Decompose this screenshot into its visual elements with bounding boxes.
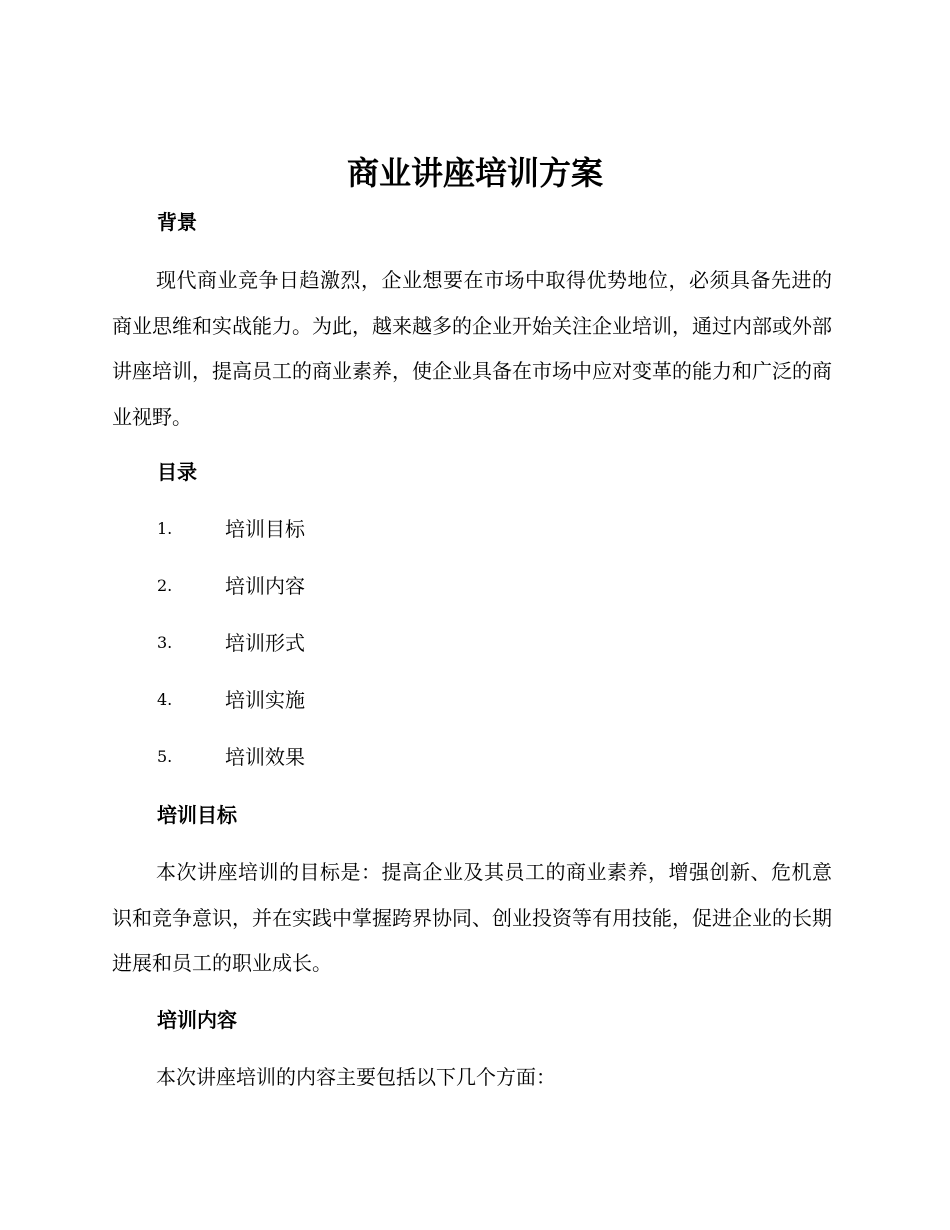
- toc-item-label: 培训效果: [225, 745, 305, 769]
- toc-item-label: 培训内容: [225, 574, 305, 598]
- toc-item-number: 1.: [157, 519, 173, 538]
- toc-item-number: 3.: [157, 633, 173, 652]
- toc-item-label: 培训目标: [225, 517, 305, 541]
- toc-item-number: 5.: [157, 747, 173, 766]
- section-heading-background: 背景: [157, 210, 197, 234]
- toc-item-label: 培训形式: [225, 631, 305, 655]
- content-paragraph: 本次讲座培训的内容主要包括以下几个方面：: [156, 1065, 556, 1089]
- toc-item-label: 培训实施: [225, 688, 305, 712]
- toc-item-number: 4.: [157, 690, 173, 709]
- section-heading-toc: 目录: [157, 460, 197, 484]
- goals-paragraph: 本次讲座培训的目标是：提高企业及其员工的商业素养，增强创新、危机意识和竞争意识，并在实践中掌握跨界协同、创业投资等有用技能，促进企业的长期进展和员工的职业成长。: [112, 860, 832, 975]
- document-title: 商业讲座培训方案: [346, 154, 603, 192]
- toc-item-number: 2.: [157, 576, 173, 595]
- section-heading-goals: 培训目标: [157, 803, 237, 827]
- section-heading-content: 培训内容: [157, 1008, 237, 1032]
- background-paragraph: 现代商业竞争日趋激烈，企业想要在市场中取得优势地位，必须具备先进的商业思维和实战能力。为此，越来越多的企业开始关注企业培训，通过内部或外部讲座培训，提高员工的商业素养，使企业具备在市场中应对变革的能力和广泛的商业视野。: [112, 268, 832, 429]
